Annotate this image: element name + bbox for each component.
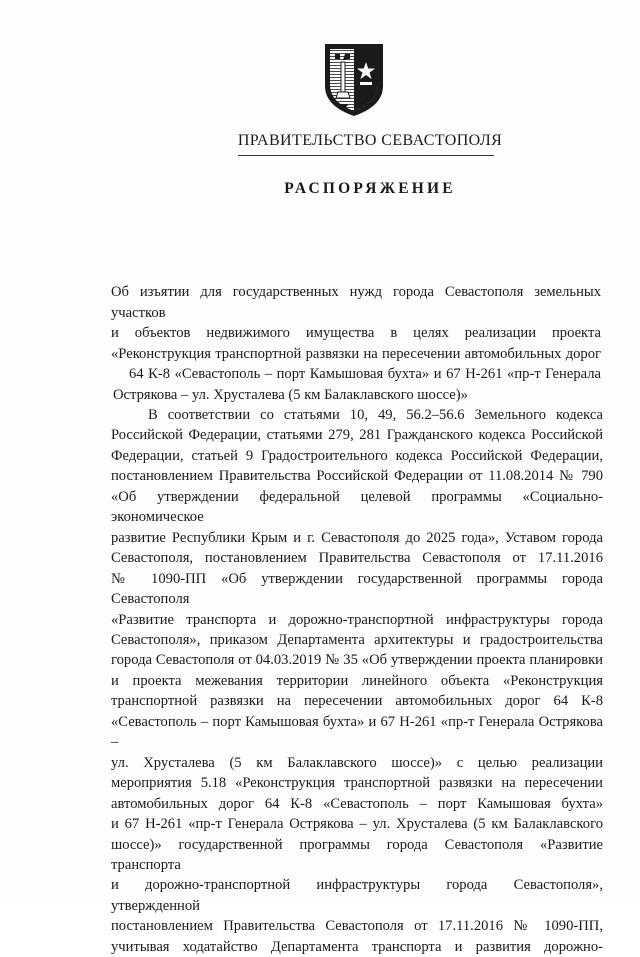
- body-line: учитывая ходатайство Департамента транспорта и развития дорожно-: [111, 938, 603, 955]
- body-line: постановлением Правительства Севастополя от 17.11.2016 № 1090-ПП,: [111, 918, 603, 935]
- header-divider: [238, 155, 494, 156]
- body-line: транспортной развязки на пересечении автомобильных дорог 64 К-8: [111, 693, 603, 710]
- body-line: № 1090-ПП «Об утверждении государственной программы города Севастополя: [111, 570, 603, 608]
- body-line: Федерации, статьей 9 Градостроительного кодекса Российской Федерации,: [111, 447, 603, 464]
- document-subject: [111, 282, 601, 405]
- body-line: и 67 Н-261 «пр-т Генерала Острякова – ул. Хрусталева (5 км Балаклавского: [111, 816, 603, 833]
- body-line: Севастополя», приказом Департамента архитектуры и градостроительства: [111, 631, 603, 648]
- body-line: ул. Хрусталева (5 км Балаклавского шоссе)» с целью реализации: [111, 754, 603, 771]
- body-line: В соответствии со статьями 10, 49, 56.2–56.6 Земельного кодекса: [148, 407, 603, 423]
- subject-line: Об изъятии для государственных нужд города Севастополя земельных участков: [111, 284, 601, 321]
- subject-line: Острякова – ул. Хрусталева (5 км Балаклавского шоссе)»: [113, 386, 468, 403]
- body-line: «Севастополь – порт Камышовая бухта» и 67 Н-261 «пр-т Генерала Острякова –: [111, 713, 603, 751]
- body-line: Российской Федерации, статьями 279, 281 Гражданского кодекса Российской: [111, 427, 603, 444]
- body-line: «Об утверждении федеральной целевой программы «Социально-экономическое: [111, 488, 603, 526]
- subject-line: 64 К-8 «Севастополь – порт Камышовая бухта» и 67 Н-261 «пр-т Генерала: [129, 366, 601, 382]
- body-line: Севастополя, постановлением Правительства Севастополя от 17.11.2016: [111, 550, 603, 567]
- body-line: города Севастополя от 04.03.2019 № 35 «Об утверждении проекта планировки: [111, 652, 603, 669]
- body-line: и проекта межевания территории линейного объекта «Реконструкция: [111, 672, 603, 689]
- body-line: и дорожно-транспортной инфраструктуры города Севастополя», утвержденной: [111, 877, 603, 914]
- body-line: постановлением Правительства Российской Федерации от 11.08.2014 № 790: [111, 468, 603, 485]
- body-line: «Развитие транспорта и дорожно-транспортной инфраструктуры города: [111, 611, 603, 628]
- body-line: развитие Республики Крым и г. Севастополя до 2025 года», Уставом города: [111, 529, 603, 546]
- body-line: автомобильных дорог 64 К-8 «Севастополь – порт Камышовая бухта»: [111, 795, 603, 812]
- body-line: шоссе)» государственной программы города Севастополя «Развитие транспорта: [111, 836, 603, 873]
- subject-line: и объектов недвижимого имущества в целях реализации проекта: [111, 325, 601, 341]
- subject-line: «Реконструкция транспортной развязки на пересечении автомобильных дорог: [111, 345, 601, 362]
- document-body: [111, 405, 603, 957]
- document-type-heading: РАСПОРЯЖЕНИЕ: [284, 180, 456, 197]
- organization-title: ПРАВИТЕЛЬСТВО СЕВАСТОПОЛЯ: [237, 132, 503, 149]
- sevastopol-coat-of-arms-icon: [321, 40, 387, 119]
- body-line: мероприятия 5.18 «Реконструкция транспортной развязки на пересечении: [111, 775, 603, 792]
